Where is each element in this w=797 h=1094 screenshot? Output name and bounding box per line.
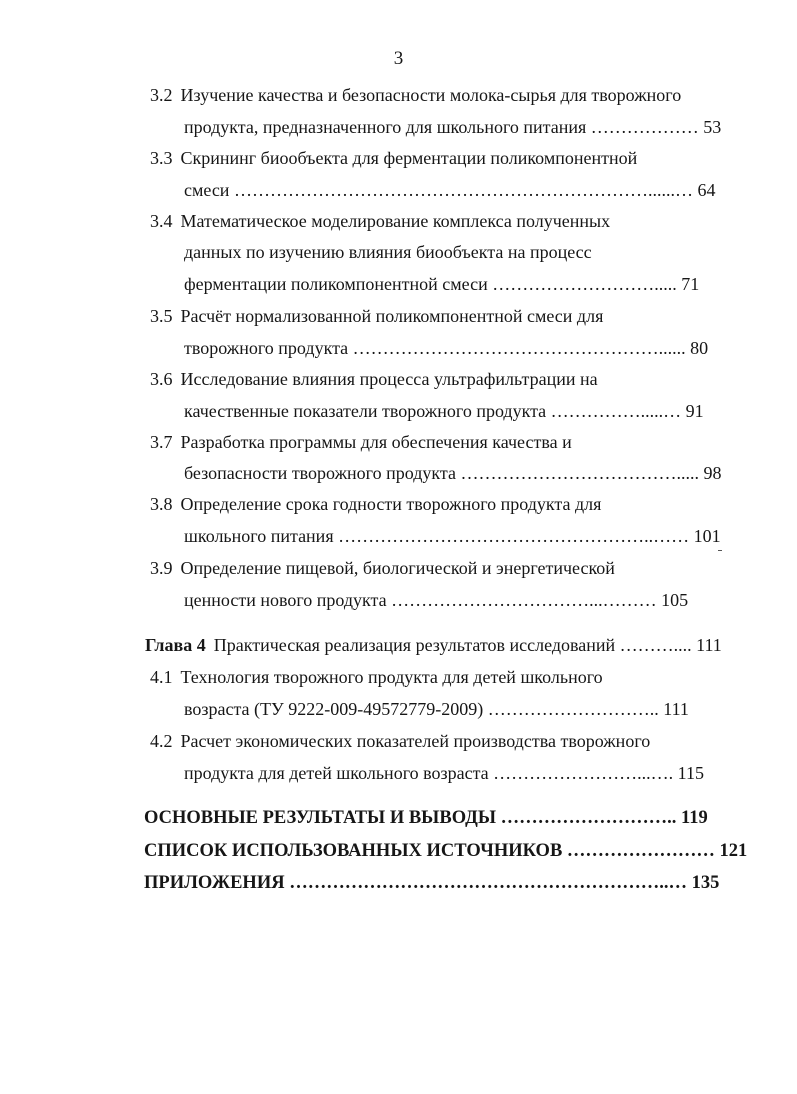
section-title: Определение срока годности творожного продукта для: [180, 494, 602, 514]
toc-entry-3-4: [150, 210, 610, 232]
toc-entry-3-4-continuation-1: [184, 241, 592, 263]
toc-entry-3-9: [150, 557, 615, 579]
section-title: Технология творожного продукта для детей школьного: [180, 667, 603, 687]
section-title: Разработка программы для обеспечения качества и: [180, 432, 572, 452]
section-title-continued: качественные показатели творожного продукта …………….....… 91: [184, 401, 704, 421]
references-title: СПИСОК ИСПОЛЬЗОВАННЫХ ИСТОЧНИКОВ …………………… 121: [144, 841, 748, 861]
toc-entry-3-2: [150, 84, 681, 106]
results-title: ОСНОВНЫЕ РЕЗУЛЬТАТЫ И ВЫВОДЫ ……………………….. 119: [144, 808, 708, 828]
chapter-title: Практическая реализация результатов исследований ……….... 111: [213, 635, 722, 655]
section-title: Исследование влияния процесса ультрафильтрации на: [180, 369, 598, 389]
toc-entry-3-3: [150, 147, 637, 169]
toc-entry-3-4-continuation-2: [184, 273, 699, 295]
toc-entry-3-2-continuation: [184, 116, 721, 138]
scan-mark: [718, 550, 722, 551]
section-title-continued: продукта, предназначенного для школьного питания ……………… 53: [184, 117, 722, 137]
section-title-continued: ферментации поликомпонентной смеси ………………………..... 71: [184, 274, 700, 294]
section-number: 3.6: [150, 369, 173, 389]
section-number: 3.4: [150, 211, 173, 231]
toc-entry-3-6-continuation: [184, 400, 704, 422]
toc-entry-3-8-continuation: [184, 525, 721, 547]
toc-entry-3-8: [150, 493, 601, 515]
section-title-continued: возраста (ТУ 9222-009-49572779-2009) ……………………….. 111: [184, 699, 689, 719]
toc-entry-3-9-continuation: [184, 589, 688, 611]
toc-entry-3-7: [150, 431, 572, 453]
toc-chapter-4: [145, 634, 722, 656]
section-title-continued: смеси ……………………………………………………………......… 64: [184, 180, 716, 200]
section-title: Изучение качества и безопасности молока-сырья для творожного: [180, 85, 682, 105]
section-number: 3.3: [150, 148, 173, 168]
appendices-title: ПРИЛОЖЕНИЯ ……………………………………………………..… 135: [144, 873, 720, 893]
section-number: 3.2: [150, 85, 173, 105]
section-number: 3.9: [150, 558, 173, 578]
section-title-continued: безопасности творожного продукта ………………………………..... 98: [184, 463, 722, 483]
toc-entry-3-5-continuation: [184, 337, 708, 359]
section-title: Скрининг биообъекта для ферментации поликомпонентной: [180, 148, 638, 168]
page-number: 3: [393, 48, 404, 69]
section-title-continued: ценности нового продукта ……………………………...……… 105: [184, 590, 689, 610]
section-number: 4.1: [150, 667, 173, 687]
section-title: Определение пищевой, биологической и энергетической: [180, 558, 615, 578]
section-title: Расчет экономических показателей производства творожного: [180, 731, 651, 751]
toc-entry-4-1: [150, 666, 603, 688]
toc-entry-3-3-continuation: [184, 179, 715, 201]
section-title-continued: продукта для детей школьного возраста ……………………...…. 115: [184, 763, 704, 783]
section-number: 4.2: [150, 731, 173, 751]
section-title-continued: творожного продукта ……………………………………………...... 80: [184, 338, 709, 358]
toc-entry-3-7-continuation: [184, 462, 721, 484]
toc-references: [144, 840, 747, 862]
chapter-number: Глава 4: [145, 635, 206, 655]
toc-entry-4-2: [150, 730, 650, 752]
toc-results-conclusions: [144, 807, 708, 829]
toc-entry-4-2-continuation: [184, 762, 704, 784]
toc-entry-3-6: [150, 368, 598, 390]
section-title: Расчёт нормализованной поликомпонентной смеси для: [180, 306, 604, 326]
section-number: 3.7: [150, 432, 173, 452]
toc-entry-4-1-continuation: [184, 698, 689, 720]
section-title-continued: данных по изучению влияния биообъекта на процесс: [184, 242, 592, 262]
toc-appendices: [144, 872, 719, 894]
section-title-continued: школьного питания ……………………………………………..…… 101: [184, 526, 721, 546]
section-number: 3.5: [150, 306, 173, 326]
toc-entry-3-5: [150, 305, 603, 327]
section-number: 3.8: [150, 494, 173, 514]
section-title: Математическое моделирование комплекса полученных: [180, 211, 611, 231]
